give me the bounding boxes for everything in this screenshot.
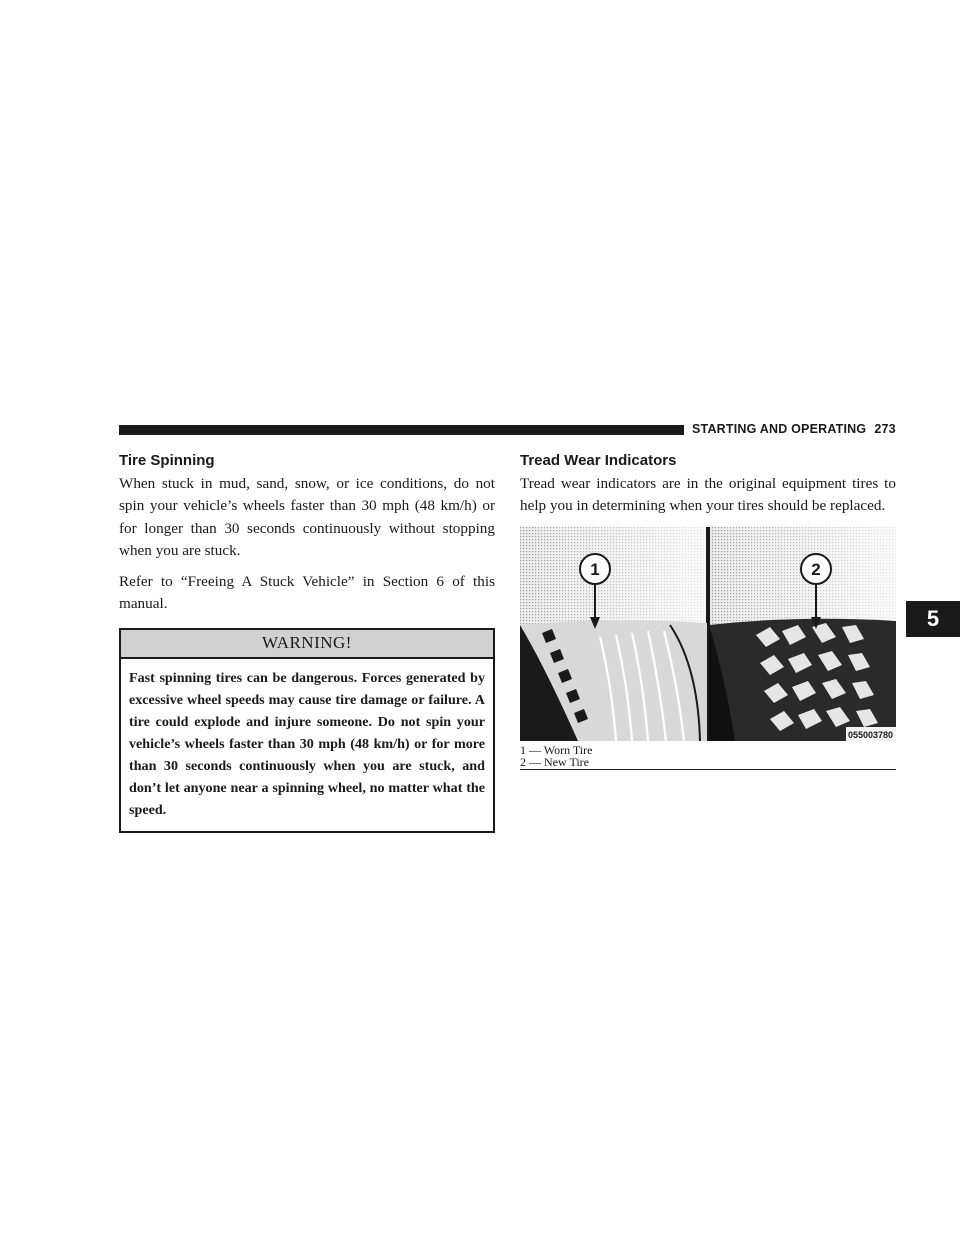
callout-2-label: 2 <box>811 559 821 579</box>
callout-1-label: 1 <box>590 559 600 579</box>
tread-wear-heading: Tread Wear Indicators <box>520 452 677 469</box>
figure-caption <box>520 744 896 770</box>
caption-line-new: 2 — New Tire <box>520 756 896 770</box>
freeing-reference-paragraph: Refer to “Freeing A Stuck Vehicle” in Section 6 of this manual. <box>119 573 495 613</box>
page-number: 273 <box>874 422 896 436</box>
tire-spinning-paragraph: When stuck in mud, sand, snow, or ice conditions, do not spin your vehicle’s wheels faster than 30 mph (48 km/h) or for longer than 30 seconds continuously without stopping when you are stuck. <box>119 475 495 559</box>
section-tab: 5 <box>906 601 960 637</box>
warning-box <box>119 628 495 834</box>
right-column <box>520 452 896 770</box>
warning-body: Fast spinning tires can be dangerous. Forces generated by excessive wheel speeds may cause tire damage or failure. A tire could explode and injure someone. Do not spin your vehicle’s wheels faster than 30 mph (48 km/h) or for more than 30 seconds continuously when you are stuck, and don’t let anyone near a spinning wheel, no matter what the speed. <box>129 669 485 819</box>
caption-line-worn: 1 — Worn Tire <box>520 742 593 757</box>
tire-tread-illustration <box>520 527 896 741</box>
figure-code: 055003780 <box>847 729 893 740</box>
running-header <box>692 422 896 436</box>
header-rule <box>119 425 684 435</box>
tread-wear-paragraph: Tread wear indicators are in the original equipment tires to help you in determining when your tires should be replaced. <box>520 475 896 515</box>
tire-spinning-heading: Tire Spinning <box>119 452 215 469</box>
left-column <box>119 452 495 833</box>
section-title: STARTING AND OPERATING <box>692 422 867 436</box>
tire-tread-drawing <box>520 527 896 741</box>
warning-title: WARNING! <box>121 630 493 659</box>
